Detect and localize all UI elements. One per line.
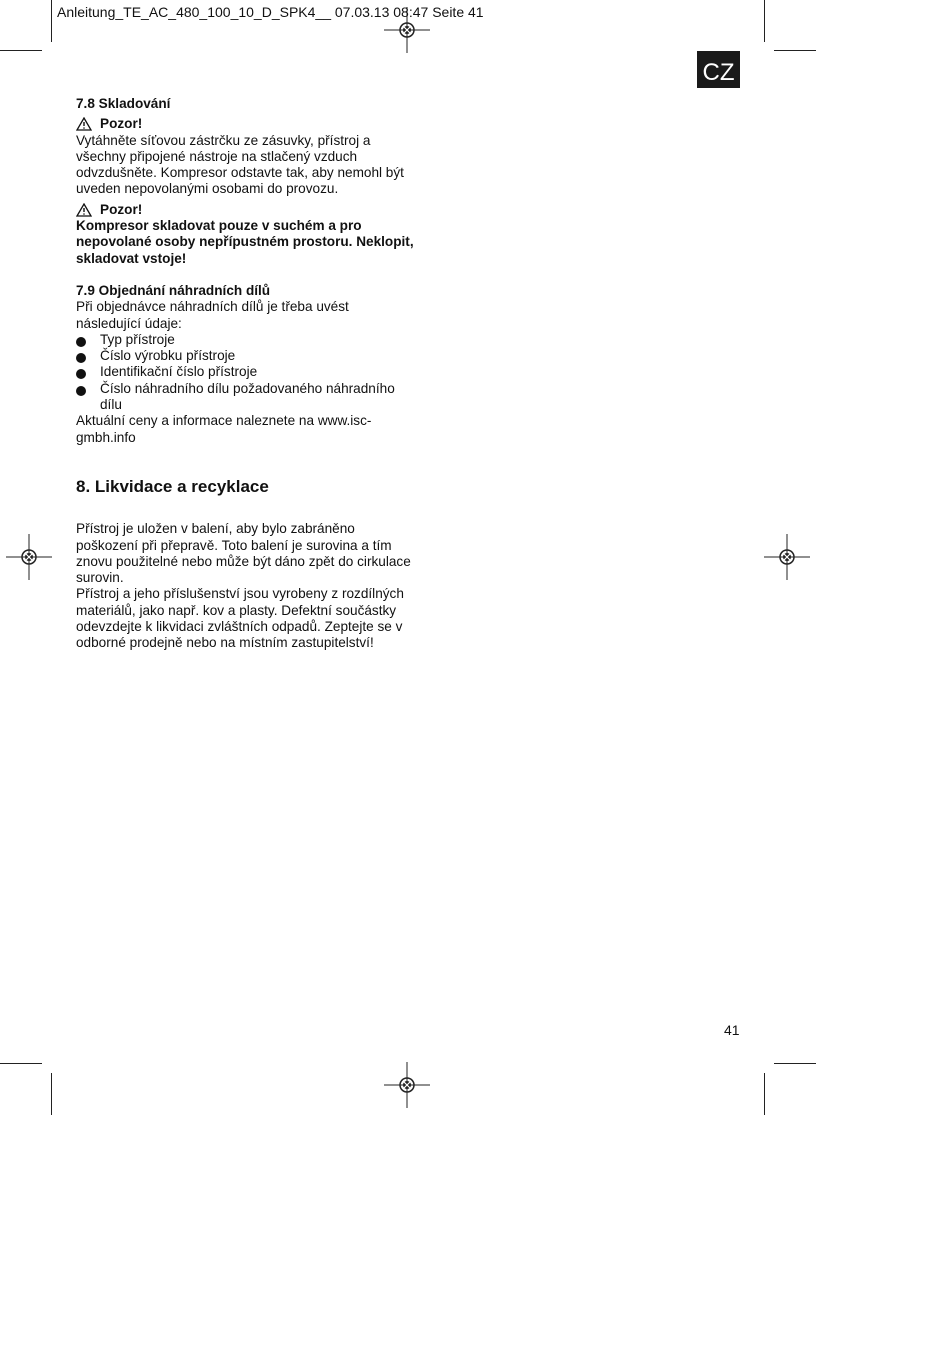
warning-label: [76, 202, 416, 218]
registration-mark-icon: [764, 534, 810, 580]
warning-triangle-icon: [76, 203, 92, 217]
list-item: Číslo výrobku přístroje: [76, 348, 416, 364]
section-heading-8: 8. Likvidace a recyklace: [76, 476, 269, 496]
spare-parts-list: [76, 332, 416, 413]
section-outro: Aktuální ceny a informace naleznete na www.isc-gmbh.info: [76, 413, 372, 445]
registration-mark-icon: [6, 534, 52, 580]
warning-label: [76, 116, 416, 132]
print-slug: Anleitung_TE_AC_480_100_10_D_SPK4__ 07.03.13 08:47 Seite 41: [57, 4, 484, 20]
crop-mark: [51, 1073, 52, 1115]
crop-mark: [764, 0, 765, 42]
content-column: [76, 96, 416, 652]
crop-mark: [0, 50, 42, 51]
language-badge: CZ: [697, 51, 740, 88]
crop-mark: [774, 1063, 816, 1064]
list-item: Identifikační číslo přístroje: [76, 364, 416, 380]
warning-text: Kompresor skladovat pouze v suchém a pro nepovolané osoby nepřípustném prostoru. Neklopit, skladovat vstoje!: [76, 218, 414, 266]
crop-mark: [764, 1073, 765, 1115]
crop-mark: [0, 1063, 42, 1064]
warning-label-text: Pozor!: [100, 201, 143, 217]
warning-text: Vytáhněte síťovou zástrčku ze zásuvky, přístroj a všechny připojené nástroje na stlačený vzduch odvzdušněte. Kompresor odstavte tak, aby nemohl být uveden nepovolanými osobami do provozu.: [76, 132, 404, 197]
warning-label-text: Pozor!: [100, 116, 143, 132]
list-item: Typ přístroje: [76, 332, 416, 348]
list-item: Číslo náhradního dílu požadovaného náhradního dílu: [76, 381, 416, 414]
registration-mark-icon: [384, 1062, 430, 1108]
page-number: 41: [724, 1022, 740, 1038]
section-heading-7-9: 7.9 Objednání náhradních dílů: [76, 282, 271, 298]
warning-triangle-icon: [76, 117, 92, 131]
paragraph: Přístroj a jeho příslušenství jsou vyrobeny z rozdílných materiálů, jako např. kov a plasty. Defektní součástky odevzdejte k likvidaci zvláštních odpadů. Zeptejte se v odborné prodejně nebo na místním zastupitelství!: [76, 586, 404, 651]
crop-mark: [51, 0, 52, 42]
paragraph: Přístroj je uložen v balení, aby bylo zabráněno poškození při přepravě. Toto balení je surovina a tím znovu použitelné nebo může být dáno zpět do cirkulace surovin.: [76, 521, 411, 586]
section-intro: Při objednávce náhradních dílů je třeba uvést následující údaje:: [76, 299, 349, 331]
crop-mark: [774, 50, 816, 51]
section-heading-7-8: 7.8 Skladování: [76, 96, 171, 111]
